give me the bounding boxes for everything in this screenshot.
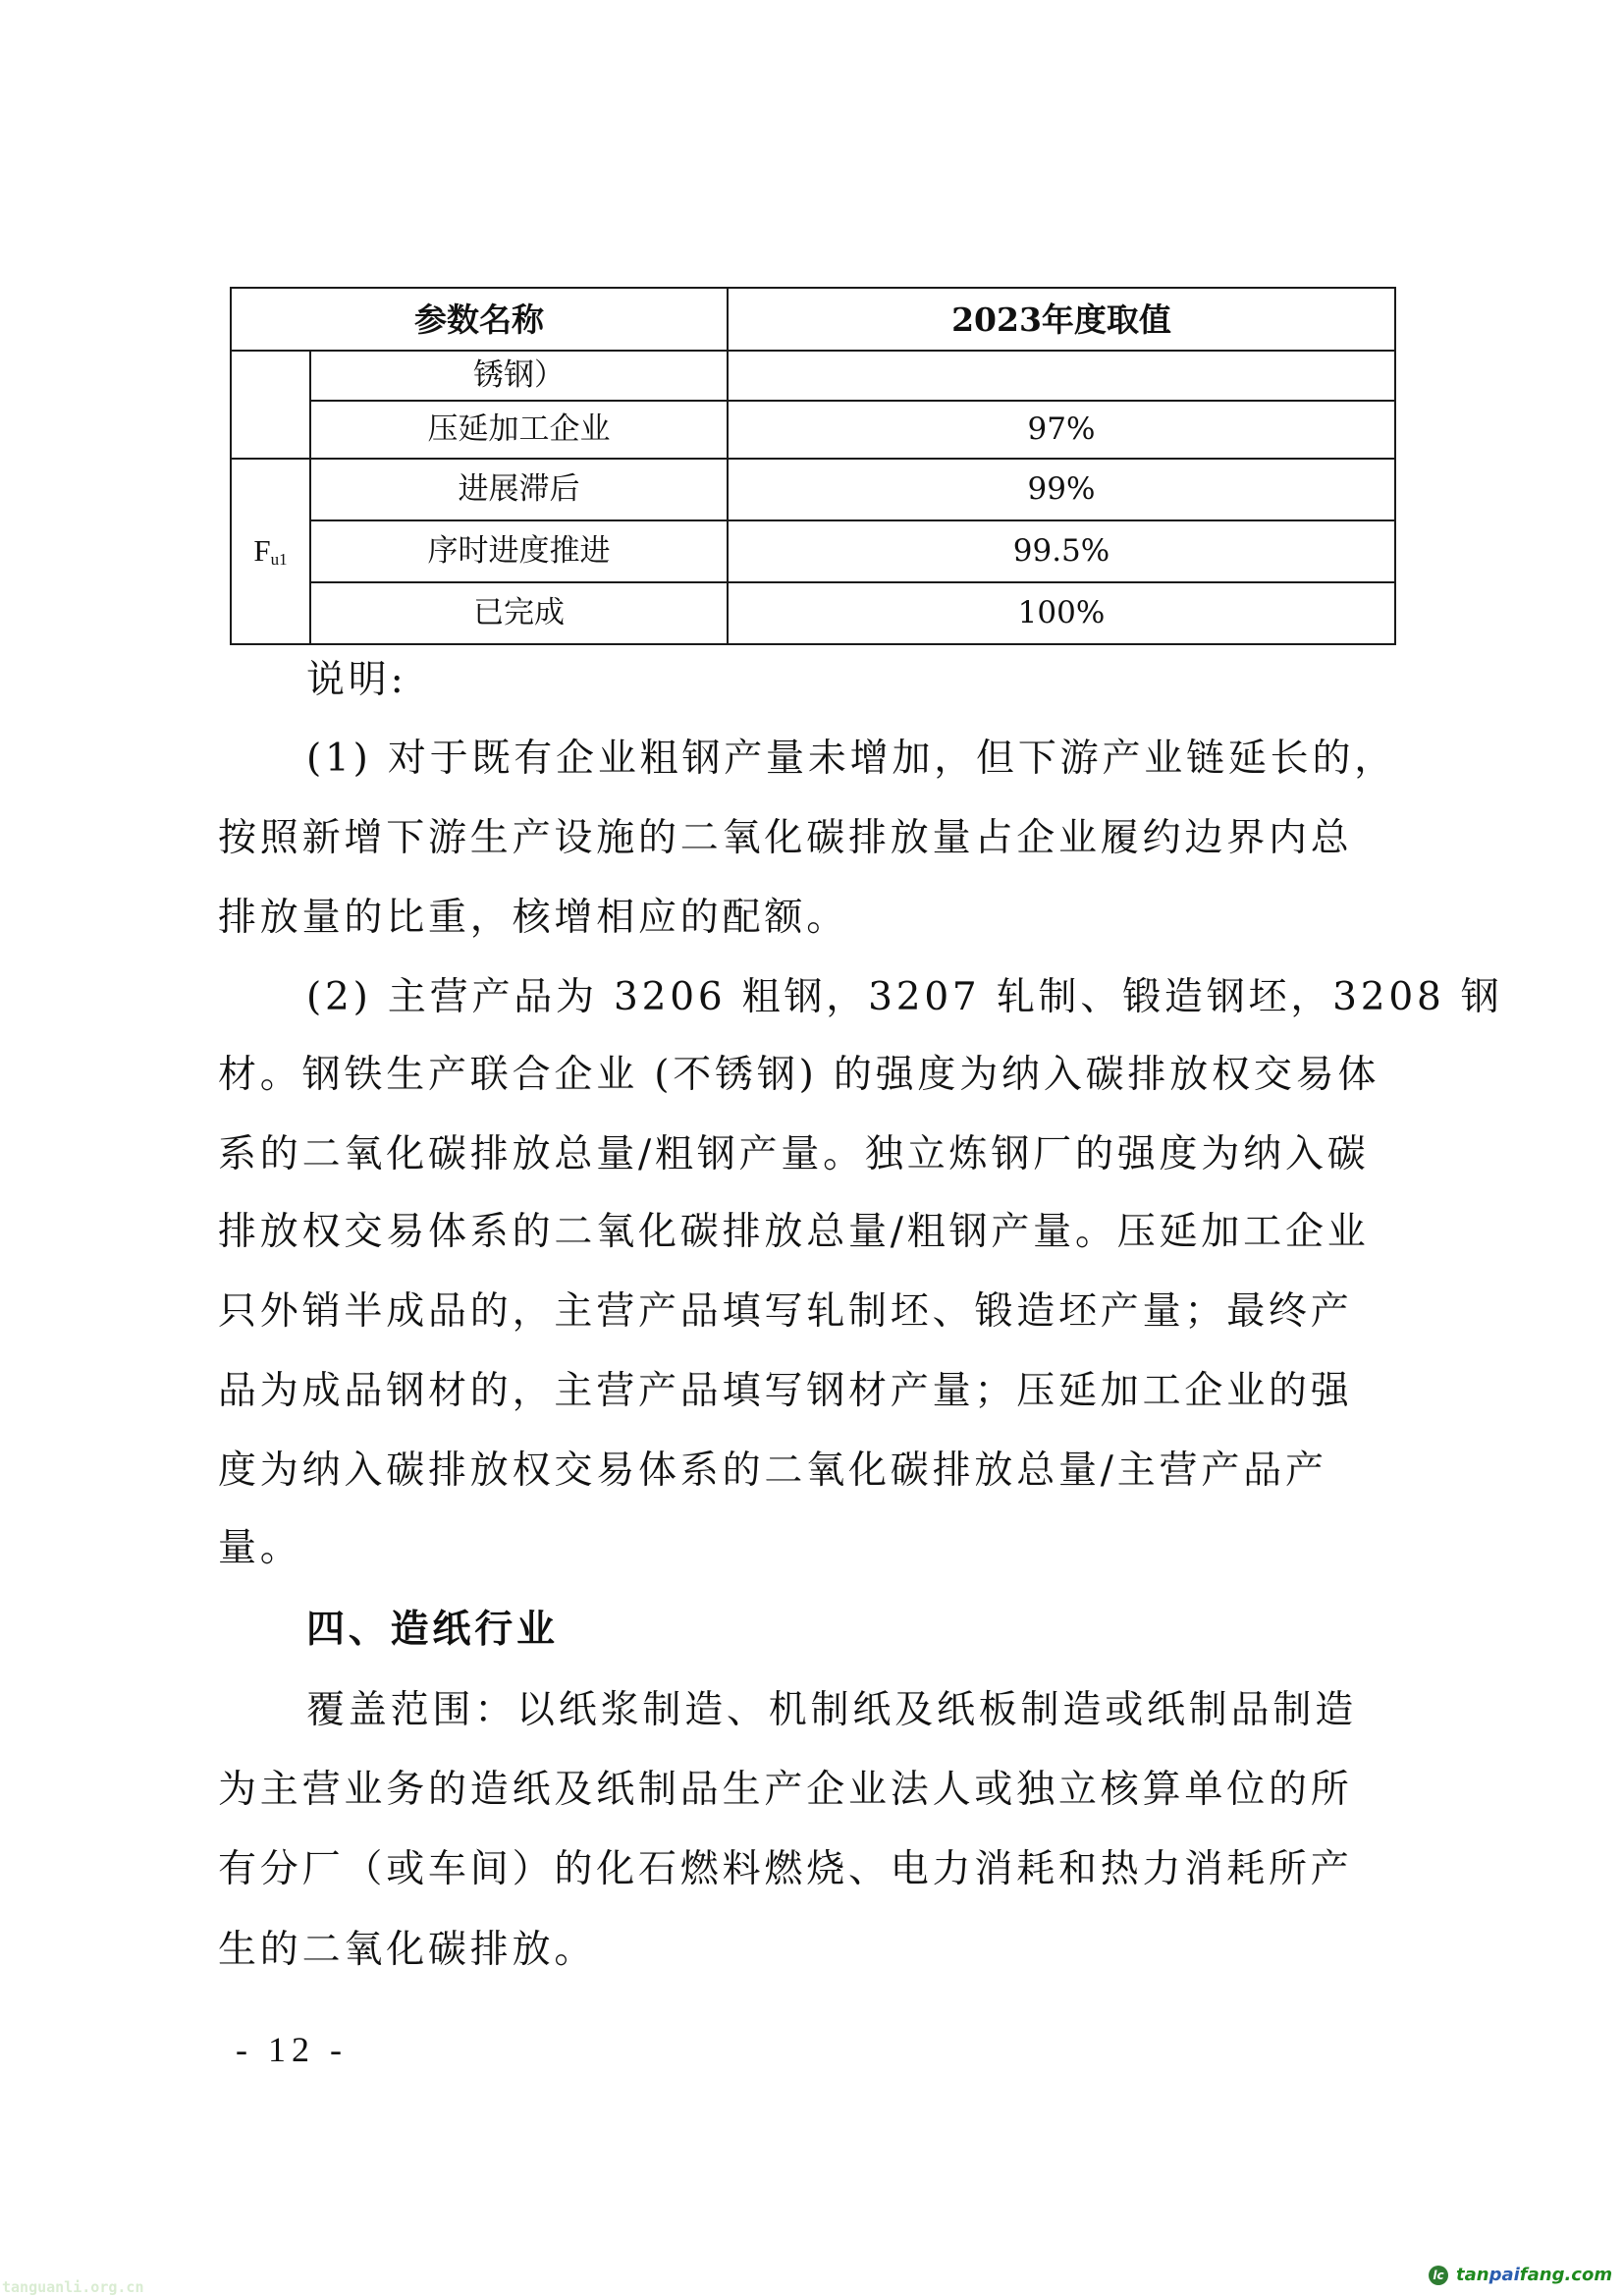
- wm-part-pai: pai: [1488, 2265, 1520, 2285]
- wm-part-tan: tan: [1456, 2265, 1489, 2285]
- notes-line: 按照新增下游生产设施的二氧化碳排放量占企业履约边界内总: [218, 816, 1353, 860]
- row-name: 已完成: [310, 582, 728, 644]
- header-param-name: 参数名称: [231, 288, 728, 351]
- row-value: 99.5%: [728, 520, 1395, 582]
- section-line: 覆盖范围：以纸浆制造、机制纸及纸板制造或纸制品制造: [306, 1688, 1358, 1732]
- notes-line: 只外销半成品的，主营产品填写轧制坯、锻造坯产量；最终产: [218, 1289, 1353, 1334]
- page-number: - 12 -: [236, 2030, 348, 2069]
- row-value: 99%: [728, 459, 1395, 520]
- notes-line: (1) 对于既有企业粗钢产量未增加，但下游产业链延长的，: [306, 737, 1397, 781]
- notes-line: (2) 主营产品为 3206 粗钢，3207 轧制、锻造钢坯，3208 钢: [306, 975, 1503, 1019]
- row-name: 进展滞后: [310, 459, 728, 520]
- notes-line: 量。: [218, 1526, 302, 1570]
- table-header-row: [231, 288, 1395, 351]
- table-row: [231, 401, 1395, 459]
- section-line: 为主营业务的造纸及纸制品生产企业法人或独立核算单位的所: [218, 1768, 1353, 1812]
- notes-line: 品为成品钢材的，主营产品填写钢材产量；压延加工企业的强: [218, 1369, 1353, 1413]
- table-row: [231, 582, 1395, 644]
- watermark-right-text: [1456, 2265, 1612, 2285]
- notes-line: 系的二氧化碳排放总量/粗钢产量。独立炼钢厂的强度为纳入碳: [218, 1132, 1370, 1176]
- watermark-right: [1429, 2265, 1612, 2285]
- section-line: 生的二氧化碳排放。: [218, 1928, 597, 1972]
- group-cell-empty: [231, 351, 310, 459]
- row-name: 压延加工企业: [310, 401, 728, 459]
- symbol-f: F: [253, 533, 271, 568]
- wm-part-fang: fang.com: [1519, 2265, 1613, 2285]
- notes-line: 排放权交易体系的二氧化碳排放总量/粗钢产量。压延加工企业: [218, 1210, 1370, 1254]
- parameter-table: [230, 287, 1396, 645]
- table-row: [231, 351, 1395, 401]
- section-heading: 四、造纸行业: [306, 1608, 559, 1652]
- notes-line: 度为纳入碳排放权交易体系的二氧化碳排放总量/主营产品产: [218, 1449, 1327, 1493]
- notes-title: 说明:: [306, 658, 407, 702]
- row-value: 97%: [728, 401, 1395, 459]
- symbol-subscript: u1: [270, 550, 288, 569]
- row-value: [728, 351, 1395, 401]
- watermark-left: tanguanli.org.cn: [2, 2278, 144, 2296]
- row-name: 锈钢）: [310, 351, 728, 401]
- section-line: 有分厂（或车间）的化石燃料燃烧、电力消耗和热力消耗所产: [218, 1847, 1353, 1891]
- group-cell-fu1: [231, 459, 310, 644]
- table-row: [231, 459, 1395, 520]
- tanpaifang-logo-icon: lc: [1429, 2266, 1448, 2285]
- notes-line: 排放量的比重，核增相应的配额。: [218, 896, 849, 940]
- row-name: 序时进度推进: [310, 520, 728, 582]
- notes-line: 材。钢铁生产联合企业 (不锈钢) 的强度为纳入碳排放权交易体: [218, 1053, 1380, 1097]
- row-value: 100%: [728, 582, 1395, 644]
- header-2023-value: 2023年度取值: [728, 288, 1395, 351]
- table-row: [231, 520, 1395, 582]
